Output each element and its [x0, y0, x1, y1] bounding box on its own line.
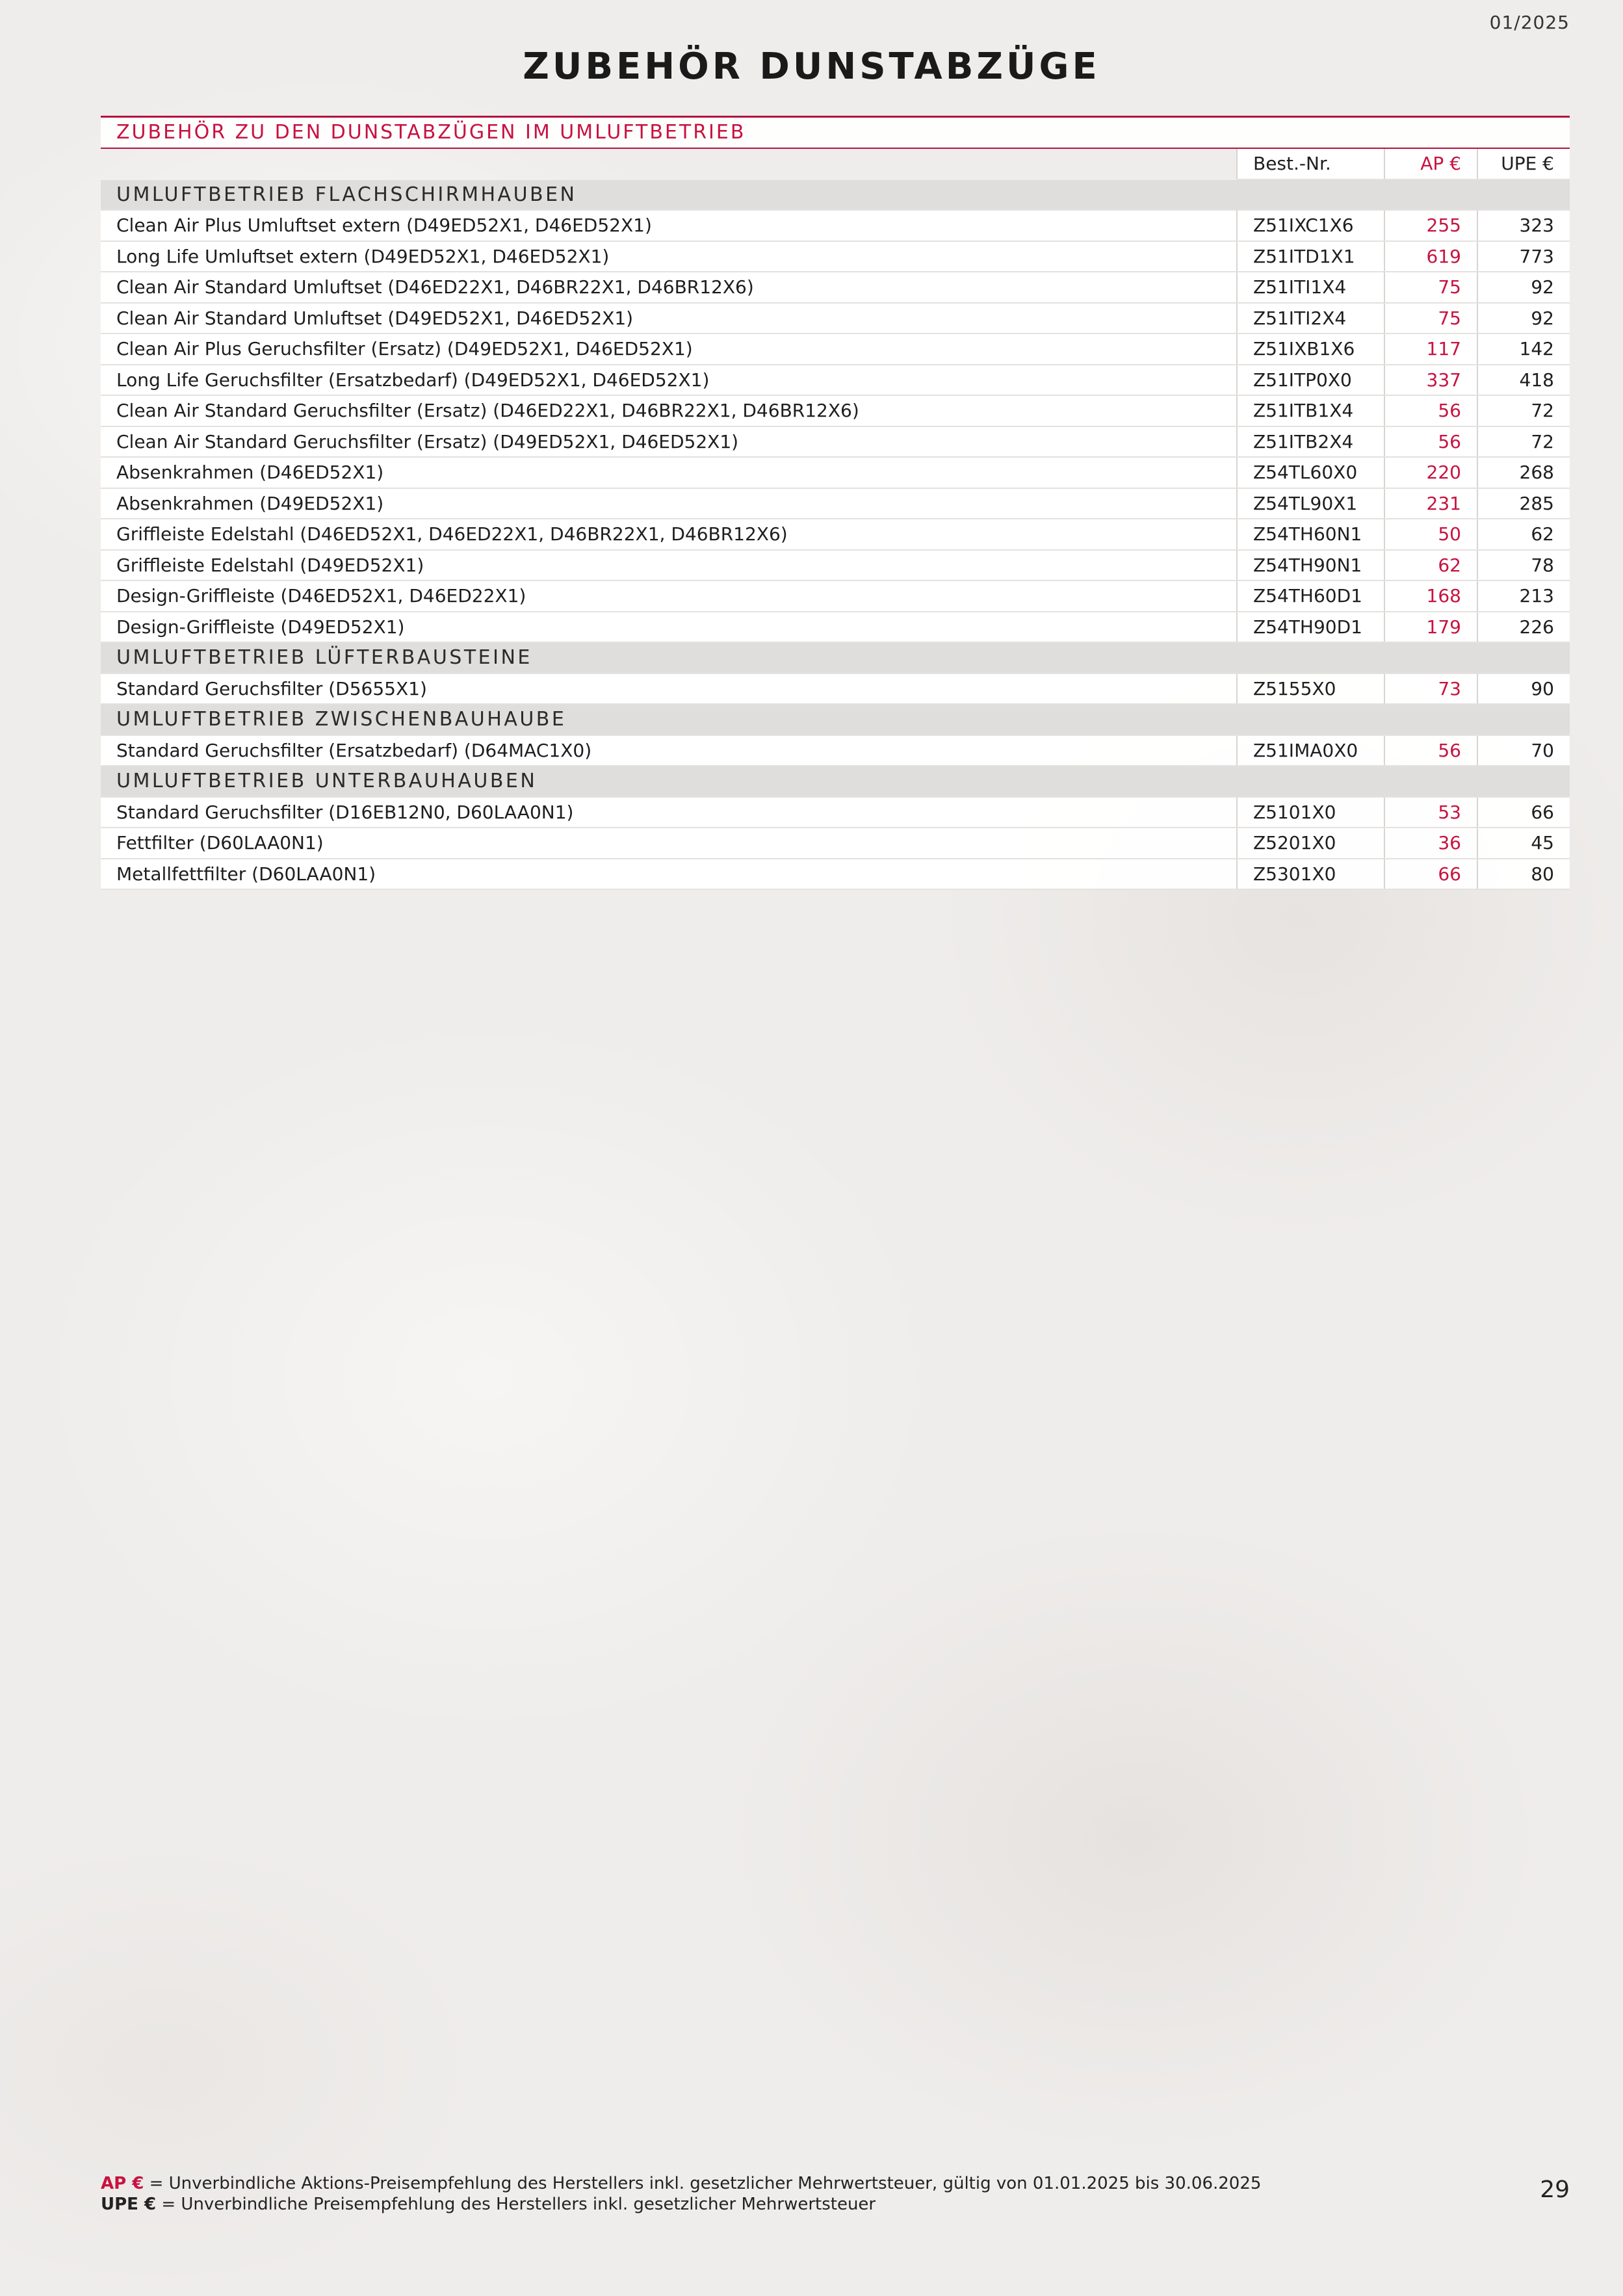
- cell-ap: 220: [1384, 457, 1477, 488]
- group-title: UMLUFTBETRIEB FLACHSCHIRMHAUBEN: [101, 179, 1570, 211]
- column-header-blank: [101, 149, 1237, 179]
- cell-upe: 142: [1477, 333, 1570, 365]
- cell-ap: 53: [1384, 797, 1477, 828]
- cell-upe: 72: [1477, 426, 1570, 458]
- table-row: [101, 828, 1570, 859]
- cell-desc: Clean Air Standard Geruchsfilter (Ersatz) (D49ED52X1, D46ED52X1): [101, 426, 1237, 458]
- cell-nr: Z51ITI2X4: [1237, 303, 1384, 334]
- cell-upe: 80: [1477, 859, 1570, 890]
- cell-desc: Standard Geruchsfilter (D5655X1): [101, 673, 1237, 705]
- cell-desc: Griffleiste Edelstahl (D49ED52X1): [101, 550, 1237, 581]
- cell-ap: 179: [1384, 612, 1477, 643]
- column-header-upe: UPE €: [1477, 149, 1570, 179]
- cell-nr: Z54TH90N1: [1237, 550, 1384, 581]
- cell-upe: 285: [1477, 488, 1570, 519]
- cell-upe: 62: [1477, 519, 1570, 550]
- footer-ap-line: [101, 2173, 1261, 2194]
- cell-nr: Z54TL90X1: [1237, 488, 1384, 519]
- cell-upe: 213: [1477, 581, 1570, 612]
- cell-ap: 75: [1384, 303, 1477, 334]
- cell-ap: 62: [1384, 550, 1477, 581]
- cell-ap: 337: [1384, 365, 1477, 396]
- table-row: [101, 612, 1570, 643]
- cell-desc: Standard Geruchsfilter (Ersatzbedarf) (D64MAC1X0): [101, 735, 1237, 766]
- issue-date: 01/2025: [1489, 12, 1570, 33]
- table-row: [101, 210, 1570, 241]
- cell-desc: Clean Air Standard Umluftset (D46ED22X1, D46BR22X1, D46BR12X6): [101, 272, 1237, 303]
- group-header-row: [101, 642, 1570, 673]
- cell-ap: 50: [1384, 519, 1477, 550]
- cell-nr: Z54TH90D1: [1237, 612, 1384, 643]
- cell-nr: Z5101X0: [1237, 797, 1384, 828]
- table-row: [101, 426, 1570, 458]
- column-header-best-nr: Best.-Nr.: [1237, 149, 1384, 179]
- cell-desc: Clean Air Plus Geruchsfilter (Ersatz) (D49ED52X1, D46ED52X1): [101, 333, 1237, 365]
- cell-desc: Standard Geruchsfilter (D16EB12N0, D60LAA0N1): [101, 797, 1237, 828]
- cell-desc: Long Life Umluftset extern (D49ED52X1, D46ED52X1): [101, 241, 1237, 272]
- cell-upe: 78: [1477, 550, 1570, 581]
- cell-desc: Absenkrahmen (D49ED52X1): [101, 488, 1237, 519]
- cell-ap: 168: [1384, 581, 1477, 612]
- cell-ap: 56: [1384, 735, 1477, 766]
- cell-ap: 231: [1384, 488, 1477, 519]
- table-body: [101, 179, 1570, 890]
- cell-nr: Z51ITB1X4: [1237, 395, 1384, 426]
- cell-upe: 323: [1477, 210, 1570, 241]
- cell-desc: Griffleiste Edelstahl (D46ED52X1, D46ED22X1, D46BR22X1, D46BR12X6): [101, 519, 1237, 550]
- footer-legend: [101, 2173, 1261, 2215]
- footer-upe-label: UPE €: [101, 2195, 157, 2214]
- cell-desc: Design-Griffleiste (D49ED52X1): [101, 612, 1237, 643]
- cell-upe: 72: [1477, 395, 1570, 426]
- group-title: UMLUFTBETRIEB ZWISCHENBAUHAUBE: [101, 704, 1570, 735]
- table-row: [101, 303, 1570, 334]
- footer-upe-text: = Unverbindliche Preisempfehlung des Herstellers inkl. gesetzlicher Mehrwertsteuer: [156, 2195, 876, 2214]
- cell-nr: Z51ITD1X1: [1237, 241, 1384, 272]
- table-row: [101, 519, 1570, 550]
- column-header-ap: AP €: [1384, 149, 1477, 179]
- table-row: [101, 457, 1570, 488]
- cell-nr: Z51ITB2X4: [1237, 426, 1384, 458]
- cell-desc: Fettfilter (D60LAA0N1): [101, 828, 1237, 859]
- cell-ap: 73: [1384, 673, 1477, 705]
- cell-upe: 773: [1477, 241, 1570, 272]
- cell-nr: Z54TH60D1: [1237, 581, 1384, 612]
- group-header-row: [101, 766, 1570, 797]
- footer-upe-line: [101, 2194, 1261, 2215]
- cell-upe: 268: [1477, 457, 1570, 488]
- cell-upe: 92: [1477, 272, 1570, 303]
- cell-ap: 56: [1384, 426, 1477, 458]
- page-number: 29: [1540, 2176, 1570, 2203]
- footer-ap-text: = Unverbindliche Aktions-Preisempfehlung des Herstellers inkl. gesetzlicher Mehrwertsteuer, gültig von 01.01.2025 bis 30.06.2025: [144, 2174, 1262, 2193]
- cell-ap: 36: [1384, 828, 1477, 859]
- table-row: [101, 673, 1570, 705]
- table-row: [101, 272, 1570, 303]
- cell-ap: 75: [1384, 272, 1477, 303]
- group-title: UMLUFTBETRIEB LÜFTERBAUSTEINE: [101, 642, 1570, 673]
- cell-upe: 92: [1477, 303, 1570, 334]
- group-header-row: [101, 704, 1570, 735]
- cell-ap: 255: [1384, 210, 1477, 241]
- group-title: UMLUFTBETRIEB UNTERBAUHAUBEN: [101, 766, 1570, 797]
- table-row: [101, 488, 1570, 519]
- table-row: [101, 859, 1570, 890]
- cell-desc: Design-Griffleiste (D46ED52X1, D46ED22X1): [101, 581, 1237, 612]
- table-row: [101, 241, 1570, 272]
- cell-upe: 45: [1477, 828, 1570, 859]
- page-title: ZUBEHÖR DUNSTABZÜGE: [523, 46, 1100, 88]
- table-row: [101, 581, 1570, 612]
- table-row: [101, 333, 1570, 365]
- cell-nr: Z5155X0: [1237, 673, 1384, 705]
- cell-nr: Z5301X0: [1237, 859, 1384, 890]
- cell-ap: 117: [1384, 333, 1477, 365]
- cell-upe: 226: [1477, 612, 1570, 643]
- cell-desc: Clean Air Plus Umluftset extern (D49ED52X1, D46ED52X1): [101, 210, 1237, 241]
- cell-desc: Clean Air Standard Umluftset (D49ED52X1, D46ED52X1): [101, 303, 1237, 334]
- price-table: [101, 116, 1570, 890]
- cell-upe: 70: [1477, 735, 1570, 766]
- table-row: [101, 550, 1570, 581]
- cell-nr: Z51IMA0X0: [1237, 735, 1384, 766]
- cell-upe: 90: [1477, 673, 1570, 705]
- column-header-row: [101, 149, 1570, 179]
- cell-nr: Z51IXC1X6: [1237, 210, 1384, 241]
- cell-desc: Long Life Geruchsfilter (Ersatzbedarf) (D49ED52X1, D46ED52X1): [101, 365, 1237, 396]
- cell-desc: Metallfettfilter (D60LAA0N1): [101, 859, 1237, 890]
- cell-nr: Z51IXB1X6: [1237, 333, 1384, 365]
- price-list: [101, 149, 1570, 890]
- cell-nr: Z5201X0: [1237, 828, 1384, 859]
- cell-nr: Z51ITI1X4: [1237, 272, 1384, 303]
- table-row: [101, 797, 1570, 828]
- cell-nr: Z54TL60X0: [1237, 457, 1384, 488]
- table-row: [101, 735, 1570, 766]
- group-header-row: [101, 179, 1570, 211]
- cell-ap: 66: [1384, 859, 1477, 890]
- cell-nr: Z51ITP0X0: [1237, 365, 1384, 396]
- cell-desc: Absenkrahmen (D46ED52X1): [101, 457, 1237, 488]
- cell-nr: Z54TH60N1: [1237, 519, 1384, 550]
- section-title: ZUBEHÖR ZU DEN DUNSTABZÜGEN IM UMLUFTBETRIEB: [101, 116, 1570, 149]
- cell-ap: 619: [1384, 241, 1477, 272]
- cell-ap: 56: [1384, 395, 1477, 426]
- cell-upe: 418: [1477, 365, 1570, 396]
- cell-upe: 66: [1477, 797, 1570, 828]
- cell-desc: Clean Air Standard Geruchsfilter (Ersatz) (D46ED22X1, D46BR22X1, D46BR12X6): [101, 395, 1237, 426]
- table-row: [101, 365, 1570, 396]
- footer-ap-label: AP €: [101, 2174, 144, 2193]
- table-row: [101, 395, 1570, 426]
